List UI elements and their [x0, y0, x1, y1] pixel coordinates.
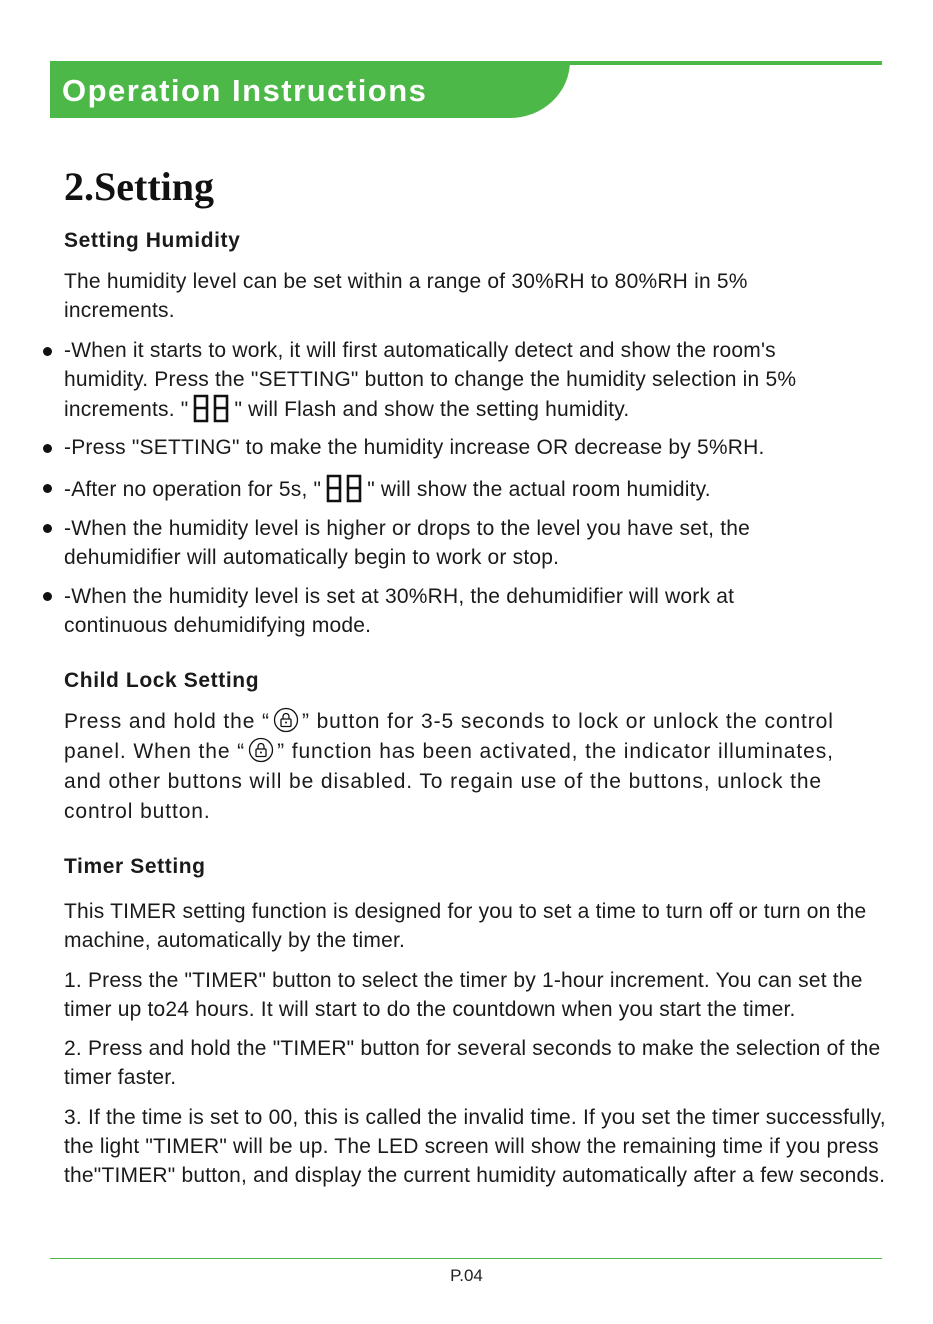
bullet-dot	[43, 524, 52, 533]
humidity-bullet-2: -Press "SETTING" to make the humidity increase OR decrease by 5%RH.	[64, 436, 765, 459]
seven-segment-88-icon	[192, 394, 230, 424]
timer-step-1: 1. Press the "TIMER" button to select the timer by 1-hour increment. You can set the timer up to24 hours. It will start to do the countdown when you start the timer.	[64, 969, 863, 1021]
humidity-bullet-3	[64, 474, 899, 504]
child-lock-line-1	[64, 707, 924, 737]
timer-intro: This TIMER setting function is designed for you to set a time to turn off or turn on the machine, automatically by the timer.	[64, 900, 867, 952]
child-lock-text-d: ” function has been activated, the indicator illuminates,	[277, 740, 834, 763]
timer-step-3: 3. If the time is set to 00, this is called the invalid time. If you set the timer successfully, the light "TIMER" will be up. The LED screen will show the remaining time if you press the"TIMER" button, and display the current humidity automatically after a few seconds.	[64, 1106, 886, 1187]
child-lock-text-c: panel. When the “	[64, 740, 246, 763]
child-lock-heading: Child Lock Setting	[64, 669, 260, 692]
bullet-1-line-1: -When it starts to work, it will first automatically detect and show the room's	[64, 339, 776, 362]
timer-heading: Timer Setting	[64, 855, 206, 878]
seven-segment-88-icon	[325, 474, 363, 504]
child-lock-text-a: Press and hold the “	[64, 710, 270, 733]
padlock-icon	[248, 737, 274, 763]
bullet-dot	[43, 592, 52, 601]
bullet-dot	[43, 444, 52, 453]
child-lock-line-3: and other buttons will be disabled. To regain use of the buttons, unlock the	[64, 770, 822, 793]
bullet-1-line-2: humidity. Press the "SETTING" button to change the humidity selection in 5%	[64, 368, 797, 391]
humidity-bullet-1	[64, 336, 899, 424]
bullet-1-line-3-post: " will Flash and show the setting humidity.	[234, 398, 630, 421]
bullet-3-pre: -After no operation for 5s, "	[64, 478, 322, 501]
child-lock-text	[64, 707, 924, 827]
bullet-dot	[43, 347, 52, 356]
child-lock-line-2	[64, 737, 924, 767]
child-lock-line-4: control button.	[64, 800, 211, 823]
humidity-intro: The humidity level can be set within a range of 30%RH to 80%RH in 5% increments.	[64, 270, 748, 322]
bullet-1-line-3-pre: increments. "	[64, 398, 189, 421]
humidity-bullet-4: -When the humidity level is higher or drops to the level you have set, the dehumidifier will automatically begin to work or stop.	[64, 517, 750, 569]
section-title: 2.Setting	[64, 164, 214, 209]
humidity-bullet-5: -When the humidity level is set at 30%RH, the dehumidifier will work at continuous dehumidifying mode.	[64, 585, 735, 637]
child-lock-text-b: ” button for 3-5 seconds to lock or unlock the control	[301, 710, 834, 733]
header-title: Operation Instructions	[62, 73, 428, 108]
bullet-dot	[43, 484, 52, 493]
footer-rule	[50, 1258, 882, 1259]
humidity-heading: Setting Humidity	[64, 229, 241, 252]
timer-step-2: 2. Press and hold the "TIMER" button for several seconds to make the selection of the timer faster.	[64, 1037, 881, 1089]
bullet-3-post: " will show the actual room humidity.	[367, 478, 711, 501]
padlock-icon	[273, 707, 299, 733]
page-number: P.04	[450, 1266, 483, 1285]
bullet-1-line-3	[64, 394, 899, 424]
